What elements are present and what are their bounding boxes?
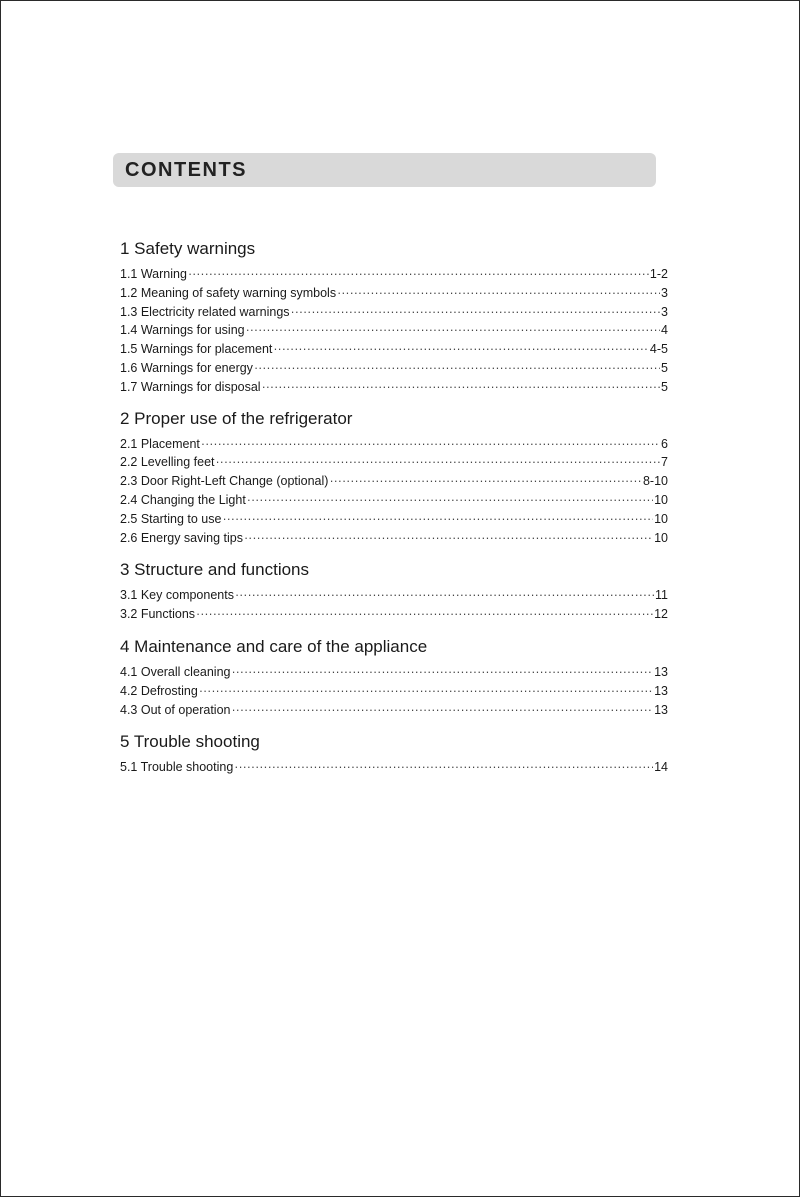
dot-leader <box>234 758 653 777</box>
entry-label: 2.1 Placement <box>120 436 200 451</box>
entry-page: 5 <box>661 379 668 394</box>
entry-label: 3.2 Functions <box>120 607 196 622</box>
dot-leader <box>262 378 660 397</box>
dot-leader <box>329 472 642 491</box>
dot-leader <box>216 453 661 472</box>
entry-page: 13 <box>654 683 668 698</box>
dot-leader <box>291 303 661 322</box>
dot-leader <box>231 663 653 682</box>
toc-entry[interactable] <box>120 284 668 303</box>
entry-page: 10 <box>654 530 668 545</box>
table-of-contents <box>120 238 668 777</box>
dot-leader <box>222 510 653 529</box>
entry-label: 1.1 Warning <box>120 267 187 281</box>
entry-label: 1.6 Warnings for energy <box>120 360 253 375</box>
toc-entry[interactable] <box>120 663 668 682</box>
entry-page: 14 <box>654 760 668 775</box>
toc-entry[interactable] <box>120 701 668 720</box>
entry-page: 3 <box>661 285 668 300</box>
toc-section-1 <box>120 238 668 397</box>
dot-leader <box>196 605 653 624</box>
entry-page: 10 <box>654 492 668 507</box>
entry-page: 4-5 <box>649 342 668 357</box>
entry-page: 11 <box>655 588 668 603</box>
section-title: 2 Proper use of the refrigerator <box>120 408 353 428</box>
toc-section-2 <box>120 408 668 548</box>
entry-page: 13 <box>654 664 668 679</box>
section-title: 3 Structure and functions <box>120 560 310 580</box>
toc-entry[interactable] <box>120 605 668 624</box>
toc-entry[interactable] <box>120 682 668 701</box>
toc-section-5 <box>120 731 668 777</box>
toc-entry[interactable] <box>120 359 668 378</box>
entry-label: 2.5 Starting to use <box>120 511 222 526</box>
toc-entry[interactable] <box>120 453 668 472</box>
toc-entry[interactable] <box>120 529 668 548</box>
dot-leader <box>246 321 660 340</box>
entry-label: 4.2 Defrosting <box>120 683 198 698</box>
entry-page: 6 <box>661 436 668 451</box>
toc-entry[interactable] <box>120 435 668 454</box>
entry-label: 3.1 Key components <box>120 588 234 603</box>
dot-leader <box>244 529 653 548</box>
toc-entry[interactable] <box>120 586 668 605</box>
entry-label: 2.2 Levelling feet <box>120 455 215 470</box>
dot-leader <box>337 284 660 303</box>
section-title: 1 Safety warnings <box>120 239 256 258</box>
toc-entry[interactable] <box>120 265 668 284</box>
dot-leader <box>201 435 660 454</box>
dot-leader <box>254 359 660 378</box>
entry-label: 1.4 Warnings for using <box>120 323 245 338</box>
toc-entry[interactable] <box>120 472 668 491</box>
dot-leader <box>232 701 654 720</box>
section-title: 4 Maintenance and care of the appliance <box>120 636 428 656</box>
toc-entry[interactable] <box>120 303 668 322</box>
contents-header-bar <box>113 153 656 187</box>
entry-label: 2.4 Changing the Light <box>120 492 246 507</box>
entry-label: 2.3 Door Right-Left Change (optional) <box>120 474 329 489</box>
entry-label: 1.2 Meaning of safety warning symbols <box>120 285 337 300</box>
toc-entry[interactable] <box>120 491 668 510</box>
dot-leader <box>199 682 653 701</box>
dot-leader <box>235 586 654 605</box>
entry-page: 4 <box>661 323 668 338</box>
toc-entry[interactable] <box>120 510 668 529</box>
entry-page: 12 <box>654 607 668 622</box>
toc-entry[interactable] <box>120 758 668 777</box>
toc-entry[interactable] <box>120 321 668 340</box>
entry-page: 10 <box>654 511 668 526</box>
entry-label: 4.3 Out of operation <box>120 702 231 717</box>
entry-page: 5 <box>661 360 668 375</box>
toc-section-3 <box>120 559 668 624</box>
entry-label: 5.1 Trouble shooting <box>120 760 234 775</box>
entry-label: 4.1 Overall cleaning <box>120 664 231 679</box>
entry-page: 3 <box>661 304 668 319</box>
dot-leader <box>273 340 649 359</box>
entry-page: 1-2 <box>649 267 668 281</box>
contents-title: CONTENTS <box>125 159 247 181</box>
toc-entry[interactable] <box>120 340 668 359</box>
entry-page: 13 <box>654 702 668 717</box>
section-title: 5 Trouble shooting <box>120 732 260 752</box>
entry-page: 8-10 <box>642 474 668 489</box>
toc-section-4 <box>120 636 668 719</box>
entry-label: 2.6 Energy saving tips <box>120 530 243 545</box>
entry-label: 1.5 Warnings for placement <box>120 342 273 357</box>
dot-leader <box>188 265 649 284</box>
dot-leader <box>247 491 653 510</box>
entry-page: 7 <box>661 455 668 470</box>
toc-entry[interactable] <box>120 378 668 397</box>
entry-label: 1.3 Electricity related warnings <box>120 304 290 319</box>
entry-label: 1.7 Warnings for disposal <box>120 379 261 394</box>
